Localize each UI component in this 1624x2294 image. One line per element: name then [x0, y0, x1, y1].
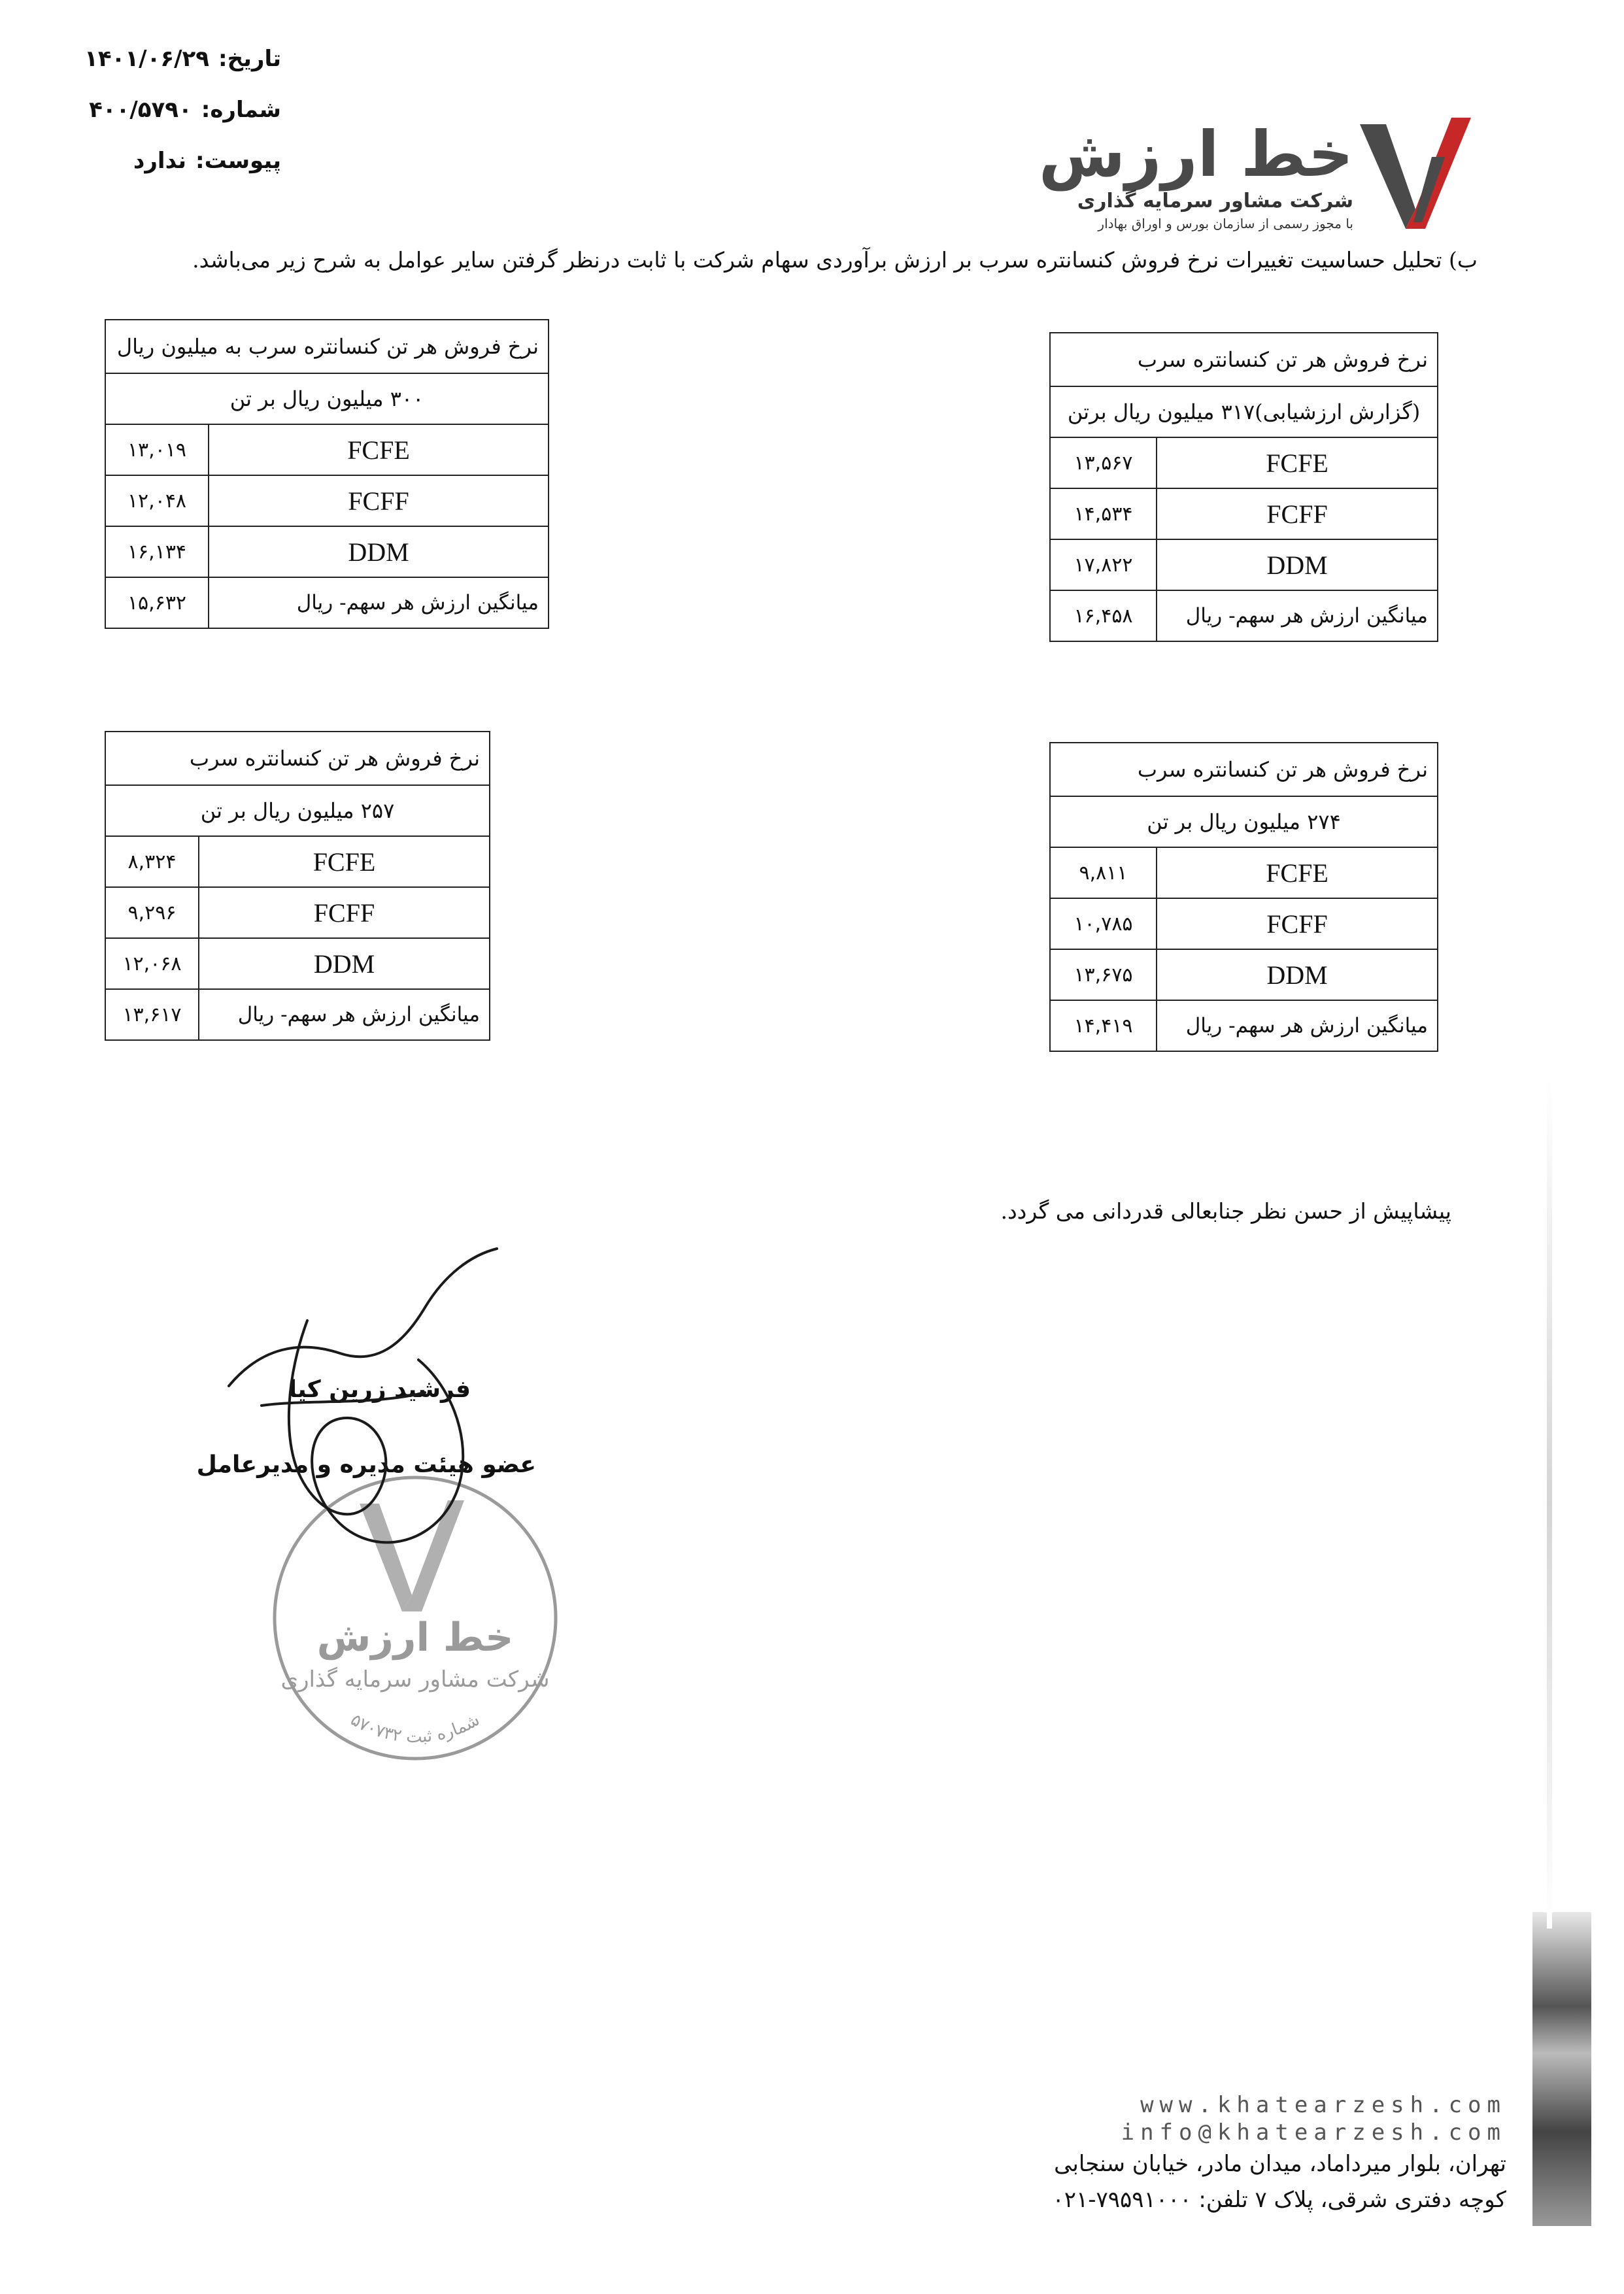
table-row: [1050, 847, 1438, 898]
row-value: ۱۵,۶۳۲: [105, 577, 209, 628]
row-label: میانگین ارزش هر سهم- ریال: [1157, 1000, 1438, 1051]
scan-edge-bar: [1532, 1912, 1591, 2226]
footer-website: www.khatearzesh.com: [1140, 2092, 1506, 2118]
handwritten-signature: [196, 1242, 536, 1608]
row-value: ۱۳,۶۷۵: [1050, 949, 1157, 1000]
scan-edge-line: [1547, 1079, 1552, 1929]
footer-address-line2: کوچه دفتری شرقی، پلاک ۷ تلفن: ۷۹۵۹۱۰۰۰-۰۲۱: [1052, 2187, 1506, 2213]
signer-name: فرشید زرین کیا: [288, 1376, 471, 1403]
row-label: میانگین ارزش هر سهم- ریال: [209, 577, 549, 628]
attachment-label: پیوست:: [195, 148, 281, 174]
row-label: DDM: [199, 938, 490, 989]
sensitivity-table-300: [105, 319, 549, 629]
row-label: FCFF: [1157, 898, 1438, 949]
row-value: ۱۳,۰۱۹: [105, 424, 209, 475]
table-row: [105, 887, 490, 938]
row-value: ۱۲,۰۴۸: [105, 475, 209, 526]
attachment-line: [46, 148, 281, 174]
row-label: FCFF: [199, 887, 490, 938]
date-value: ۱۴۰۱/۰۶/۲۹: [84, 46, 210, 72]
logo-title: خط ارزش: [1038, 118, 1353, 191]
table-header: نرخ فروش هر تن کنسانتره سرب: [105, 732, 490, 785]
row-label: FCFE: [1157, 847, 1438, 898]
row-value: ۱۳,۶۱۷: [105, 989, 199, 1040]
seal-name: خط ارزش: [316, 1615, 514, 1661]
table-row: [105, 526, 549, 577]
table-subheader: ۲۵۷ میلیون ریال بر تن: [105, 785, 490, 836]
row-label: DDM: [1157, 539, 1438, 590]
signer-title: عضو هیئت مدیره و مدیرعامل: [196, 1451, 536, 1478]
closing-text: پیشاپیش از حسن نظر جنابعالی قدردانی می گردد.: [1000, 1198, 1451, 1224]
table-row: [1050, 437, 1438, 488]
row-label: FCFF: [209, 475, 549, 526]
logo-license: با مجوز رسمی از سازمان بورس و اوراق بهادار: [1098, 216, 1353, 231]
table-header: نرخ فروش هر تن کنسانتره سرب: [1050, 333, 1438, 386]
table-row: [1050, 898, 1438, 949]
company-logo: [1038, 111, 1478, 242]
table-header: نرخ فروش هر تن کنسانتره سرب به میلیون ریال: [105, 320, 549, 373]
attachment-value: ندارد: [133, 148, 186, 174]
number-label: شماره:: [201, 97, 281, 123]
seal-registration-arc: [347, 1710, 483, 1747]
row-value: ۱۷,۸۲۲: [1050, 539, 1157, 590]
row-value: ۸,۳۲۴: [105, 836, 199, 887]
logo-subtitle: شرکت مشاور سرمایه گذاری: [1077, 190, 1353, 212]
row-value: ۱۴,۴۱۹: [1050, 1000, 1157, 1051]
row-value: ۱۲,۰۶۸: [105, 938, 199, 989]
row-value: ۱۰,۷۸۵: [1050, 898, 1157, 949]
row-value: ۱۳,۵۶۷: [1050, 437, 1157, 488]
sensitivity-table-257: [105, 731, 490, 1041]
row-value: ۹,۸۱۱: [1050, 847, 1157, 898]
table-row: [1050, 539, 1438, 590]
table-subheader: ۳۰۰ میلیون ریال بر تن: [105, 373, 549, 424]
row-label: FCFE: [209, 424, 549, 475]
table-row: [105, 938, 490, 989]
row-label: میانگین ارزش هر سهم- ریال: [1157, 590, 1438, 641]
row-label: میانگین ارزش هر سهم- ریال: [199, 989, 490, 1040]
row-value: ۱۶,۴۵۸: [1050, 590, 1157, 641]
date-line: [46, 46, 281, 72]
table-header: نرخ فروش هر تن کنسانتره سرب: [1050, 743, 1438, 796]
table-row: [1050, 488, 1438, 539]
table-row: [105, 836, 490, 887]
row-label: DDM: [209, 526, 549, 577]
table-row: [105, 475, 549, 526]
table-row: [1050, 1000, 1438, 1051]
seal-company: شرکت مشاور سرمایه گذاری: [280, 1666, 550, 1693]
table-row: [1050, 949, 1438, 1000]
table-row: [105, 424, 549, 475]
sensitivity-table-274: [1049, 742, 1438, 1052]
row-label: DDM: [1157, 949, 1438, 1000]
row-label: FCFF: [1157, 488, 1438, 539]
seal-registration: شماره ثبت ۵۷۰۷۳۲: [347, 1710, 483, 1747]
row-value: ۱۴,۵۳۴: [1050, 488, 1157, 539]
number-line: [46, 97, 281, 123]
sensitivity-table-317: [1049, 332, 1438, 642]
table-subheader: (گزارش ارزشیابی)۳۱۷ میلیون ریال برتن: [1050, 386, 1438, 437]
table-row: [105, 989, 490, 1040]
row-label: FCFE: [1157, 437, 1438, 488]
row-value: ۱۶,۱۳۴: [105, 526, 209, 577]
table-subheader: ۲۷۴ میلیون ریال بر تن: [1050, 796, 1438, 847]
intro-text: ب) تحلیل حساسیت تغییرات نرخ فروش کنسانتره سرب بر ارزش برآوردی سهام شرکت با ثابت درنظر گرفتن سایر عوامل به شرح زیر می‌باشد.: [192, 247, 1478, 273]
date-label: تاریخ:: [218, 46, 281, 72]
table-row: [105, 577, 549, 628]
footer-email: info@khatearzesh.com: [1121, 2119, 1506, 2146]
logo-mark-icon: [1353, 111, 1478, 235]
footer-address-line1: تهران، بلوار میرداماد، میدان مادر، خیابان سنجابی: [1054, 2151, 1506, 2177]
number-value: ۴۰۰/۵۷۹۰: [89, 97, 192, 123]
row-value: ۹,۲۹۶: [105, 887, 199, 938]
row-label: FCFE: [199, 836, 490, 887]
table-row: [1050, 590, 1438, 641]
